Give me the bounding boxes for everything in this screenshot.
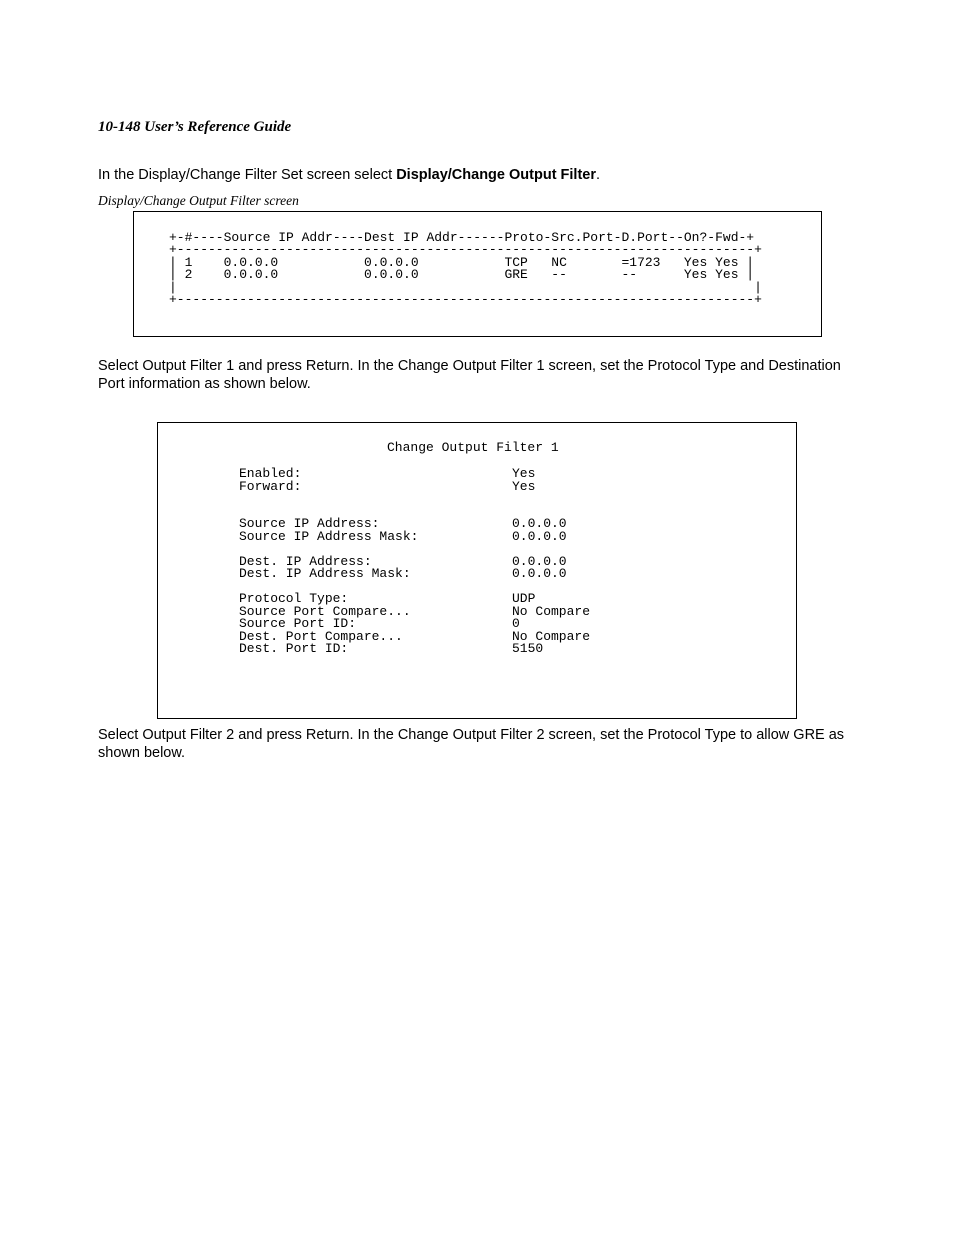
- page-header: 10-148 User’s Reference Guide: [98, 119, 292, 135]
- table-row: | 2 0.0.0.0 0.0.0.0 GRE -- -- Yes Yes |: [169, 267, 755, 283]
- field-value[interactable]: Yes: [512, 479, 536, 494]
- field-label: Dest. Port ID:: [239, 641, 349, 656]
- change-output-filter-screen: [157, 422, 797, 719]
- table-border-header: +--------------------------------------------------------------------------+: [169, 242, 762, 258]
- field-label: Protocol Type:: [239, 591, 349, 606]
- field-label: Dest. Port Compare...: [239, 629, 403, 644]
- intro-bold-term: Display/Change Output Filter: [396, 167, 596, 183]
- field-value[interactable]: 0.0.0.0: [512, 566, 567, 581]
- field-value[interactable]: No Compare: [512, 629, 591, 644]
- field-label: Source Port ID:: [239, 616, 357, 631]
- paragraph-filter-2: Select Output Filter 2 and press Return. In the Change Output Filter 2 screen, set the Protocol Type to allow GRE as shown below.: [98, 727, 845, 761]
- field-value[interactable]: 0: [512, 616, 520, 631]
- field-value[interactable]: 0.0.0.0: [512, 516, 567, 531]
- table-border-bottom: +--------------------------------------------------------------------------+: [169, 292, 762, 308]
- screen-title: Change Output Filter 1: [387, 440, 559, 455]
- filter-table: [169, 232, 762, 306]
- field-value[interactable]: 5150: [512, 641, 544, 656]
- table-row: | 1 0.0.0.0 0.0.0.0 TCP NC =1723 Yes Yes |: [169, 254, 755, 270]
- intro-text: In the Display/Change Filter Set screen select: [98, 167, 397, 183]
- field-value[interactable]: 0.0.0.0: [512, 529, 567, 544]
- field-value[interactable]: Yes: [512, 466, 536, 481]
- table-row-empty: | |: [169, 279, 762, 295]
- field-value[interactable]: No Compare: [512, 604, 591, 619]
- field-label: Source IP Address:: [239, 516, 380, 531]
- field-label: Source Port Compare...: [239, 604, 411, 619]
- field-label: Dest. IP Address Mask:: [239, 566, 411, 581]
- output-filter-screen: [133, 211, 822, 337]
- intro-suffix: .: [596, 167, 601, 183]
- paragraph-filter-1: Select Output Filter 1 and press Return. In the Change Output Filter 1 screen, set the Protocol Type and Destination Port information as shown below.: [98, 358, 841, 392]
- field-label: Dest. IP Address:: [239, 554, 372, 569]
- field-value[interactable]: 0.0.0.0: [512, 554, 567, 569]
- table-border-top: +-#----Source IP Addr----Dest IP Addr------Proto-Src.Port-D.Port--On?-Fwd-+: [169, 230, 755, 245]
- figure-caption: Display/Change Output Filter screen: [98, 193, 299, 208]
- field-label: Enabled:: [239, 466, 302, 481]
- field-label: Source IP Address Mask:: [239, 529, 419, 544]
- intro-paragraph: [98, 166, 858, 184]
- field-value[interactable]: UDP: [512, 591, 536, 606]
- field-label: Forward:: [239, 479, 302, 494]
